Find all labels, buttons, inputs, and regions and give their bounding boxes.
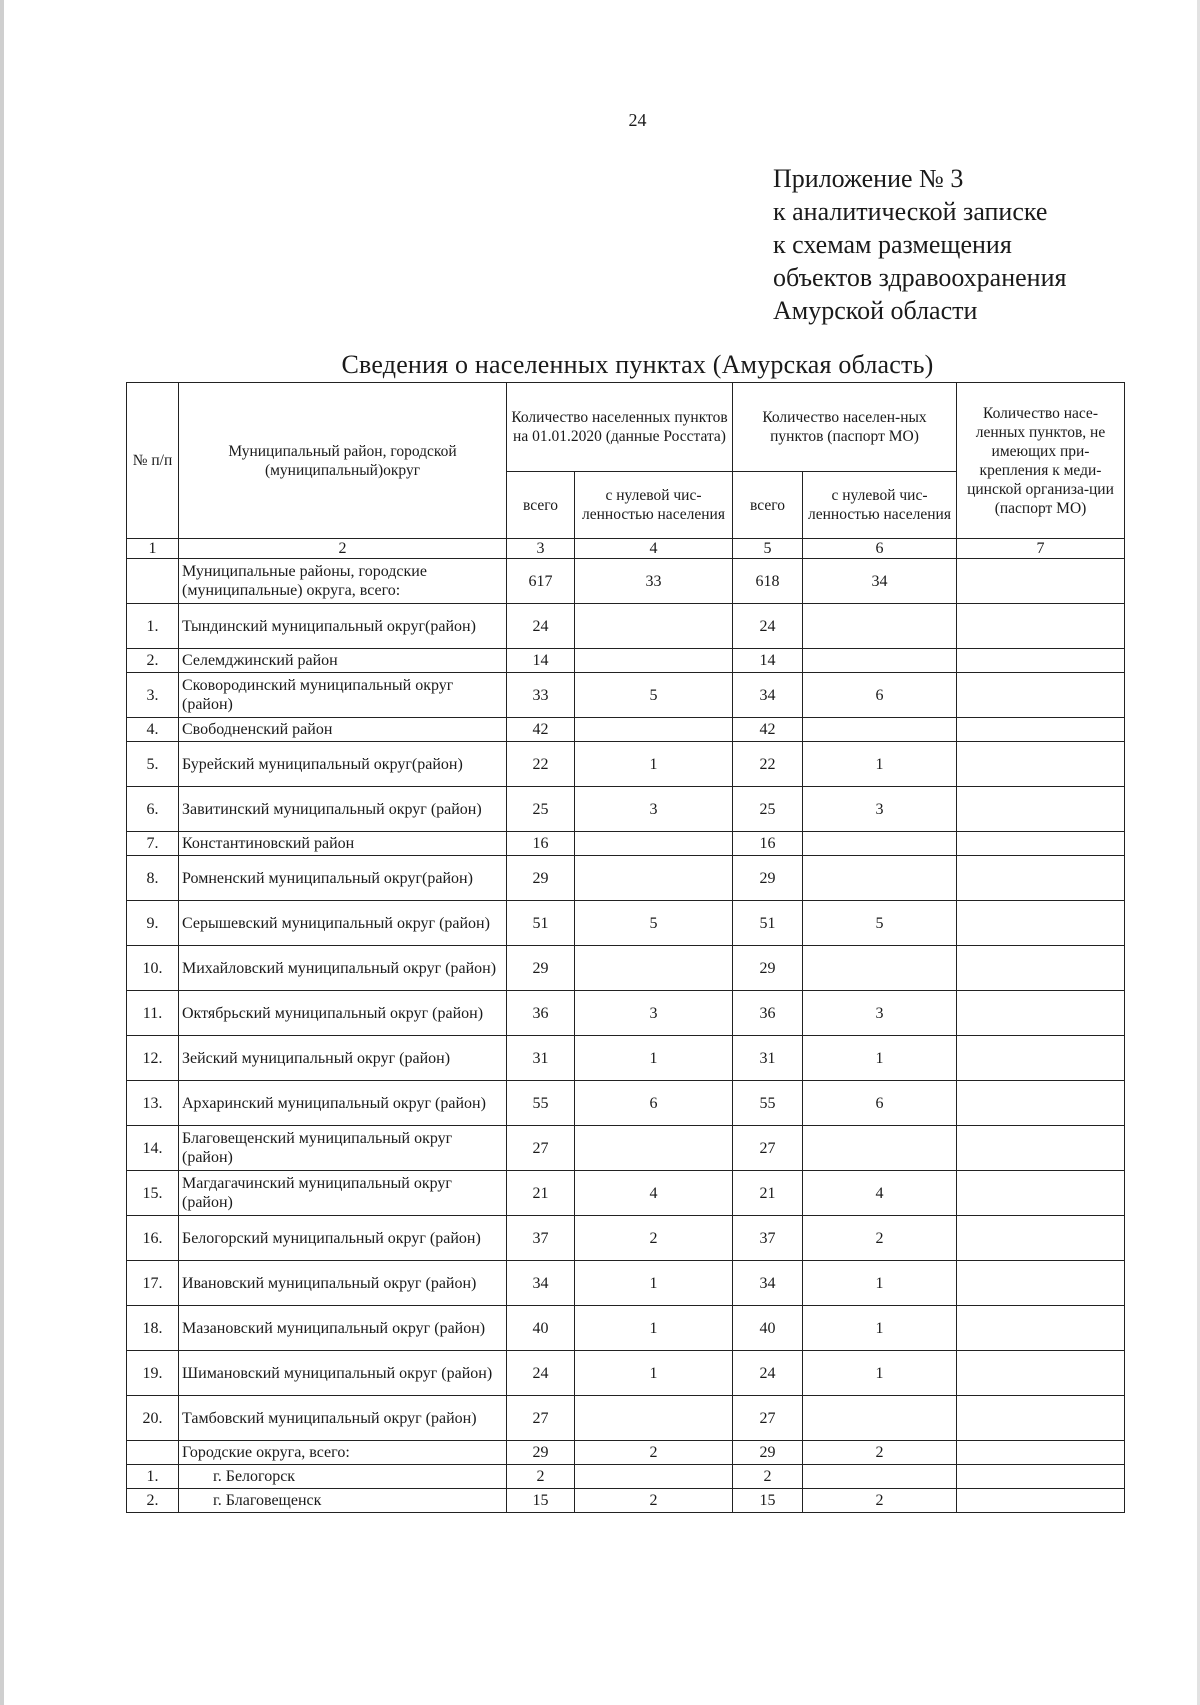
passport-total-cell: 24	[733, 1351, 803, 1396]
rosstat-zero-cell: 1	[575, 1261, 733, 1306]
row-name: Шимановский муниципальный округ (район)	[179, 1351, 507, 1396]
rosstat-total-cell: 27	[507, 1126, 575, 1171]
row-name: Свободненский район	[179, 718, 507, 742]
row-number: 13.	[127, 1081, 179, 1126]
column-number: 7	[957, 539, 1125, 559]
row-number: 17.	[127, 1261, 179, 1306]
page-number: 24	[628, 110, 647, 130]
rosstat-total-cell: 22	[507, 742, 575, 787]
annex-block	[773, 162, 1066, 327]
passport-total-cell: 55	[733, 1081, 803, 1126]
table-row	[127, 856, 1125, 901]
annex-line: объектов здравоохранения	[773, 263, 1067, 292]
row-name: Бурейский муниципальный округ(район)	[179, 742, 507, 787]
passport-zero-cell	[803, 832, 957, 856]
row-number: 9.	[127, 901, 179, 946]
row-number: 20.	[127, 1396, 179, 1441]
passport-zero-cell: 6	[803, 1081, 957, 1126]
column-number: 4	[575, 539, 733, 559]
header-rosstat-zero: с нулевой чис-ленностью населения	[575, 472, 733, 539]
table-row	[127, 742, 1125, 787]
passport-zero-cell: 2	[803, 1441, 957, 1465]
row-name: Муниципальные районы, городские (муниципальные) округа, всего:	[179, 559, 507, 604]
rosstat-total-cell: 33	[507, 673, 575, 718]
unattached-cell	[957, 1216, 1125, 1261]
header-passport-group: Количество населен-ных пунктов (паспорт МО)	[733, 383, 957, 472]
row-number: 12.	[127, 1036, 179, 1081]
row-number: 18.	[127, 1306, 179, 1351]
unattached-cell	[957, 673, 1125, 718]
row-number: 16.	[127, 1216, 179, 1261]
passport-total-cell: 29	[733, 1441, 803, 1465]
unattached-cell	[957, 559, 1125, 604]
rosstat-zero-cell: 4	[575, 1171, 733, 1216]
table-row	[127, 991, 1125, 1036]
header-name: Муниципальный район, городской (муниципальный)округ	[179, 383, 507, 539]
table-row	[127, 604, 1125, 649]
row-name: Ромненский муниципальный округ(район)	[179, 856, 507, 901]
row-number: 7.	[127, 832, 179, 856]
rosstat-total-cell: 34	[507, 1261, 575, 1306]
row-number: 6.	[127, 787, 179, 832]
row-number: 2.	[127, 649, 179, 673]
row-number: 8.	[127, 856, 179, 901]
summary-row	[127, 1441, 1125, 1465]
row-name: Магдагачинский муниципальный округ (район)	[179, 1171, 507, 1216]
unattached-cell	[957, 649, 1125, 673]
row-number: 15.	[127, 1171, 179, 1216]
passport-zero-cell: 1	[803, 1261, 957, 1306]
column-number: 6	[803, 539, 957, 559]
rosstat-total-cell: 37	[507, 1216, 575, 1261]
row-name: Благовещенский муниципальный округ (район)	[179, 1126, 507, 1171]
rosstat-total-cell: 42	[507, 718, 575, 742]
unattached-cell	[957, 991, 1125, 1036]
rosstat-zero-cell: 1	[575, 1351, 733, 1396]
rosstat-total-cell: 617	[507, 559, 575, 604]
table-row	[127, 1171, 1125, 1216]
rosstat-total-cell: 24	[507, 1351, 575, 1396]
passport-total-cell: 34	[733, 1261, 803, 1306]
passport-zero-cell: 1	[803, 1351, 957, 1396]
rosstat-zero-cell: 1	[575, 742, 733, 787]
row-name: Михайловский муниципальный округ (район)	[179, 946, 507, 991]
passport-zero-cell	[803, 1126, 957, 1171]
table-row	[127, 1351, 1125, 1396]
passport-zero-cell: 1	[803, 1036, 957, 1081]
passport-zero-cell	[803, 856, 957, 901]
row-name: Тамбовский муниципальный округ (район)	[179, 1396, 507, 1441]
unattached-cell	[957, 604, 1125, 649]
unattached-cell	[957, 1396, 1125, 1441]
rosstat-total-cell: 31	[507, 1036, 575, 1081]
row-name: Серышевский муниципальный округ (район)	[179, 901, 507, 946]
row-name: Зейский муниципальный округ (район)	[179, 1036, 507, 1081]
header-num: № п/п	[127, 383, 179, 539]
passport-zero-cell: 2	[803, 1216, 957, 1261]
row-name: Ивановский муниципальный округ (район)	[179, 1261, 507, 1306]
passport-total-cell: 618	[733, 559, 803, 604]
row-number: 1.	[127, 1465, 179, 1489]
unattached-cell	[957, 1126, 1125, 1171]
passport-zero-cell: 4	[803, 1171, 957, 1216]
row-number: 5.	[127, 742, 179, 787]
table-row	[127, 1036, 1125, 1081]
row-number	[127, 1441, 179, 1465]
table-row	[127, 1081, 1125, 1126]
unattached-cell	[957, 832, 1125, 856]
passport-zero-cell: 1	[803, 1306, 957, 1351]
passport-total-cell: 25	[733, 787, 803, 832]
row-number: 3.	[127, 673, 179, 718]
unattached-cell	[957, 1489, 1125, 1513]
rosstat-zero-cell: 3	[575, 787, 733, 832]
passport-total-cell: 37	[733, 1216, 803, 1261]
header-rosstat-total: всего	[507, 472, 575, 539]
table-row	[127, 832, 1125, 856]
rosstat-zero-cell	[575, 1126, 733, 1171]
passport-zero-cell	[803, 649, 957, 673]
column-number: 2	[179, 539, 507, 559]
rosstat-total-cell: 29	[507, 946, 575, 991]
rosstat-zero-cell	[575, 946, 733, 991]
table-row	[127, 1216, 1125, 1261]
unattached-cell	[957, 1036, 1125, 1081]
passport-total-cell: 27	[733, 1126, 803, 1171]
row-name: Архаринский муниципальный округ (район)	[179, 1081, 507, 1126]
passport-total-cell: 16	[733, 832, 803, 856]
passport-zero-cell: 1	[803, 742, 957, 787]
header-passport-total: всего	[733, 472, 803, 539]
rosstat-total-cell: 29	[507, 1441, 575, 1465]
annex-line: Амурской области	[773, 296, 978, 325]
rosstat-total-cell: 16	[507, 832, 575, 856]
rosstat-zero-cell: 2	[575, 1216, 733, 1261]
annex-line: к схемам размещения	[773, 230, 1012, 259]
rosstat-zero-cell: 2	[575, 1489, 733, 1513]
unattached-cell	[957, 1351, 1125, 1396]
table-row	[127, 946, 1125, 991]
passport-zero-cell: 3	[803, 787, 957, 832]
rosstat-zero-cell: 5	[575, 673, 733, 718]
passport-total-cell: 42	[733, 718, 803, 742]
row-number: 4.	[127, 718, 179, 742]
passport-total-cell: 29	[733, 946, 803, 991]
passport-total-cell: 36	[733, 991, 803, 1036]
row-name: Сковородинский муниципальный округ (район)	[179, 673, 507, 718]
rosstat-total-cell: 40	[507, 1306, 575, 1351]
passport-zero-cell	[803, 1465, 957, 1489]
rosstat-total-cell: 27	[507, 1396, 575, 1441]
document-title: Сведения о населенных пунктах (Амурская область)	[341, 350, 934, 379]
rosstat-total-cell: 24	[507, 604, 575, 649]
header-passport-zero: с нулевой чис-ленностью населения	[803, 472, 957, 539]
unattached-cell	[957, 1261, 1125, 1306]
table-row	[127, 901, 1125, 946]
row-name: Тындинский муниципальный округ(район)	[179, 604, 507, 649]
passport-total-cell: 21	[733, 1171, 803, 1216]
passport-total-cell: 14	[733, 649, 803, 673]
rosstat-zero-cell	[575, 604, 733, 649]
row-name: г. Белогорск	[179, 1465, 507, 1489]
rosstat-zero-cell	[575, 649, 733, 673]
rosstat-total-cell: 15	[507, 1489, 575, 1513]
passport-zero-cell	[803, 718, 957, 742]
passport-zero-cell: 6	[803, 673, 957, 718]
passport-total-cell: 22	[733, 742, 803, 787]
rosstat-zero-cell	[575, 1396, 733, 1441]
rosstat-zero-cell: 33	[575, 559, 733, 604]
settlements-table	[126, 382, 1125, 1513]
rosstat-zero-cell: 1	[575, 1036, 733, 1081]
unattached-cell	[957, 718, 1125, 742]
table-row	[127, 1306, 1125, 1351]
rosstat-zero-cell: 5	[575, 901, 733, 946]
passport-zero-cell: 5	[803, 901, 957, 946]
rosstat-zero-cell	[575, 832, 733, 856]
rosstat-zero-cell	[575, 856, 733, 901]
table-body	[127, 559, 1125, 1513]
passport-total-cell: 51	[733, 901, 803, 946]
row-name: Константиновский район	[179, 832, 507, 856]
table-row	[127, 1396, 1125, 1441]
row-number: 1.	[127, 604, 179, 649]
rosstat-zero-cell	[575, 718, 733, 742]
passport-total-cell: 24	[733, 604, 803, 649]
passport-zero-cell	[803, 1396, 957, 1441]
annex-line: Приложение № 3	[773, 164, 964, 193]
column-number: 5	[733, 539, 803, 559]
row-name: г. Благовещенск	[179, 1489, 507, 1513]
row-name: Городские округа, всего:	[179, 1441, 507, 1465]
row-name: Октябрьский муниципальный округ (район)	[179, 991, 507, 1036]
annex-line: к аналитической записке	[773, 197, 1048, 226]
row-number	[127, 559, 179, 604]
unattached-cell	[957, 1465, 1125, 1489]
rosstat-zero-cell: 6	[575, 1081, 733, 1126]
table-row	[127, 1489, 1125, 1513]
unattached-cell	[957, 1081, 1125, 1126]
table-row	[127, 1261, 1125, 1306]
unattached-cell	[957, 1306, 1125, 1351]
row-number: 10.	[127, 946, 179, 991]
rosstat-total-cell: 55	[507, 1081, 575, 1126]
table-row	[127, 718, 1125, 742]
unattached-cell	[957, 946, 1125, 991]
passport-zero-cell: 2	[803, 1489, 957, 1513]
passport-zero-cell	[803, 604, 957, 649]
scan-edge-left	[0, 0, 4, 1705]
passport-total-cell: 31	[733, 1036, 803, 1081]
rosstat-total-cell: 36	[507, 991, 575, 1036]
passport-total-cell: 2	[733, 1465, 803, 1489]
passport-zero-cell: 34	[803, 559, 957, 604]
table-row	[127, 1465, 1125, 1489]
rosstat-total-cell: 21	[507, 1171, 575, 1216]
row-number: 19.	[127, 1351, 179, 1396]
rosstat-zero-cell: 3	[575, 991, 733, 1036]
column-number: 1	[127, 539, 179, 559]
passport-zero-cell: 3	[803, 991, 957, 1036]
row-number: 14.	[127, 1126, 179, 1171]
table-row	[127, 1126, 1125, 1171]
rosstat-total-cell: 25	[507, 787, 575, 832]
row-name: Завитинский муниципальный округ (район)	[179, 787, 507, 832]
table-row	[127, 787, 1125, 832]
table-row	[127, 673, 1125, 718]
passport-total-cell: 15	[733, 1489, 803, 1513]
table-row	[127, 649, 1125, 673]
rosstat-zero-cell: 2	[575, 1441, 733, 1465]
row-name: Селемджинский район	[179, 649, 507, 673]
passport-zero-cell	[803, 946, 957, 991]
rosstat-total-cell: 14	[507, 649, 575, 673]
row-number: 2.	[127, 1489, 179, 1513]
row-name: Белогорский муниципальный округ (район)	[179, 1216, 507, 1261]
row-name: Мазановский муниципальный округ (район)	[179, 1306, 507, 1351]
rosstat-total-cell: 2	[507, 1465, 575, 1489]
unattached-cell	[957, 901, 1125, 946]
unattached-cell	[957, 787, 1125, 832]
header-rosstat-group: Количество населенных пунктов на 01.01.2020 (данные Росстата)	[507, 383, 733, 472]
column-number: 3	[507, 539, 575, 559]
unattached-cell	[957, 856, 1125, 901]
passport-total-cell: 40	[733, 1306, 803, 1351]
passport-total-cell: 27	[733, 1396, 803, 1441]
passport-total-cell: 29	[733, 856, 803, 901]
rosstat-zero-cell: 1	[575, 1306, 733, 1351]
unattached-cell	[957, 1441, 1125, 1465]
rosstat-total-cell: 29	[507, 856, 575, 901]
rosstat-zero-cell	[575, 1465, 733, 1489]
summary-row	[127, 559, 1125, 604]
row-number: 11.	[127, 991, 179, 1036]
unattached-cell	[957, 1171, 1125, 1216]
passport-total-cell: 34	[733, 673, 803, 718]
rosstat-total-cell: 51	[507, 901, 575, 946]
header-unattached: Количество насе-ленных пунктов, не имеющих при-крепления к меди-цинской организа-ции (паспорт МО)	[957, 383, 1125, 539]
unattached-cell	[957, 742, 1125, 787]
